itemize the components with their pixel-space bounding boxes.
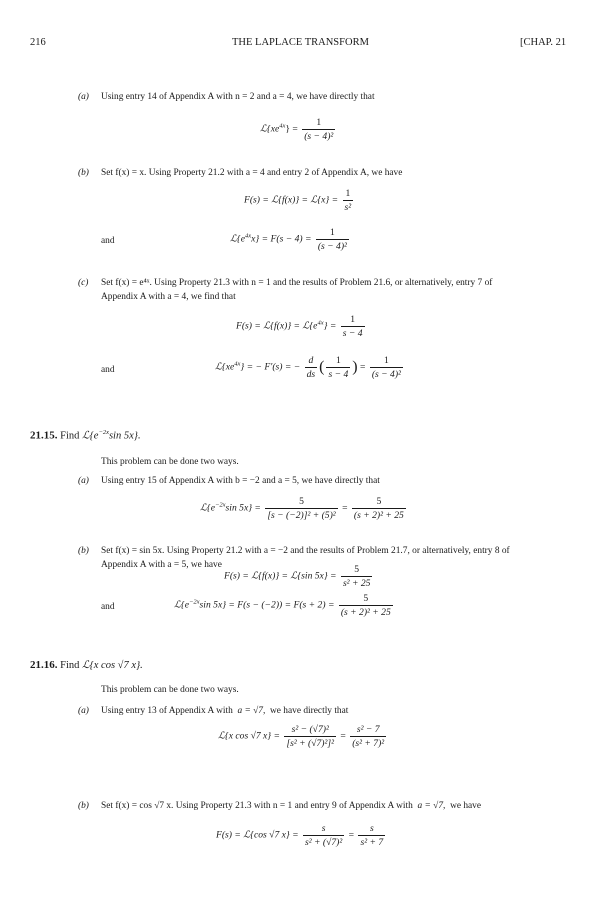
part-16a-text: Using entry 13 of Appendix A with a = √7, we have directly that bbox=[101, 706, 349, 716]
part-15a-text: Using entry 15 of Appendix A with b = −2 and a = 5, we have directly that bbox=[101, 476, 380, 486]
part-c-line-2: Appendix A with a = 4, we find that bbox=[101, 292, 236, 302]
equation-4: F(s) = ℒ{f(x)} = $ℒ\{e^{4x}\}$ = $\frac{1}{s - 4}$ bbox=[236, 314, 363, 339]
running-title: THE LAPLACE TRANSFORM bbox=[232, 37, 369, 48]
part-b-text: Set f(x) = x. Using Property 21.2 with a = 4 and entry 2 of Appendix A, we have bbox=[101, 168, 403, 178]
equation-7: F(s) = ℒ{f(x)} = ℒ{sin 5x} = $\frac{5}{\text{s² + 25}}$ bbox=[224, 564, 371, 589]
part-16b-text: Set f(x) = cos √7 x. Using Property 21.3 with n = 1 and entry 9 of Appendix A with a = √7, we have bbox=[101, 801, 482, 811]
equation-6: $ℒ\{e^{-2x}\sin$ 5x} = $\frac{5}{\text{[s − (−2)]² + (5)²}}$ = $\frac{5}{\text{(s + 2)² + 25}}$ bbox=[200, 496, 404, 521]
chapter-label: [CHAP. 21 bbox=[520, 37, 567, 48]
problem-21-15-intro: This problem can be done two ways. bbox=[101, 457, 239, 467]
part-15a-label: (a) bbox=[78, 476, 89, 486]
part-15b-line-1: Set f(x) = sin 5x. Using Property 21.2 with a = −2 and the results of Problem 21.7, or alternatively, entry 8 of bbox=[101, 546, 510, 556]
equation-5: $ℒ\{xe^{4x}\}$ = − F′(s) = − $\frac{d}{ds}$ ( $\frac{1}{s - 4}$ ) = $\frac{1}{\text{(s − 4)²}}$ bbox=[215, 355, 401, 380]
problem-21-15-heading: 21.15. Find $ℒ\{e^{-2x}\sin$ 5x}. bbox=[30, 429, 141, 442]
part-c-label: (c) bbox=[78, 278, 89, 288]
and-2: and bbox=[101, 365, 115, 375]
and-1: and bbox=[101, 236, 115, 246]
part-16b-label: (b) bbox=[78, 801, 89, 811]
part-b-label: (b) bbox=[78, 168, 89, 178]
part-a-label: (a) bbox=[78, 92, 89, 102]
equation-1: $ℒ\{xe^{4x}\}$ = $\frac{1}{\text{(s − 4)²}}$ bbox=[260, 117, 334, 142]
problem-21-16-heading: 21.16. Find ℒ{x cos √7 x}. bbox=[30, 659, 143, 671]
and-3: and bbox=[101, 602, 115, 612]
equation-3: $ℒ\{e^{4x}x\} = F(s - 4)$ = $\frac{1}{\text{(s − 4)²}}$ bbox=[230, 227, 347, 252]
part-a-text: Using entry 14 of Appendix A with n = 2 and a = 4, we have directly that bbox=[101, 92, 375, 102]
part-15b-line-2: Appendix A with a = 5, we have bbox=[101, 560, 222, 570]
equation-2: F(s) = ℒ{f(x)} = ℒ{x} = $\frac{1}{\text{s²}}$ bbox=[244, 188, 352, 213]
equation-8: $ℒ\{e^{-2x}\sin$ 5x} = F(s − (−2)) = F(s + 2) = $\frac{5}{\text{(s + 2)² + 25}}$ bbox=[174, 593, 391, 618]
problem-21-16-intro: This problem can be done two ways. bbox=[101, 685, 239, 695]
page-number: 216 bbox=[30, 37, 46, 48]
part-15b-label: (b) bbox=[78, 546, 89, 556]
part-16a-label: (a) bbox=[78, 706, 89, 716]
equation-10: F(s) = ℒ{cos √7 x} = $\frac{s}{\text{s² + (√7)²}}$ = $\frac{s}{\text{s² + 7}}$ bbox=[216, 823, 384, 848]
part-c-line-1: Set f(x) = e⁴ˣ. Using Property 21.3 with n = 1 and the results of Problem 21.6, or alternatively, entry 7 of bbox=[101, 278, 493, 288]
equation-9: ℒ{x cos √7 x} = $\frac{\text{s² − (√7)²}}{\text{[s² + (√7)²]²}}$ = $\frac{\text{s² − 7}}{\text{(s² + 7)²}}$ bbox=[218, 724, 385, 749]
